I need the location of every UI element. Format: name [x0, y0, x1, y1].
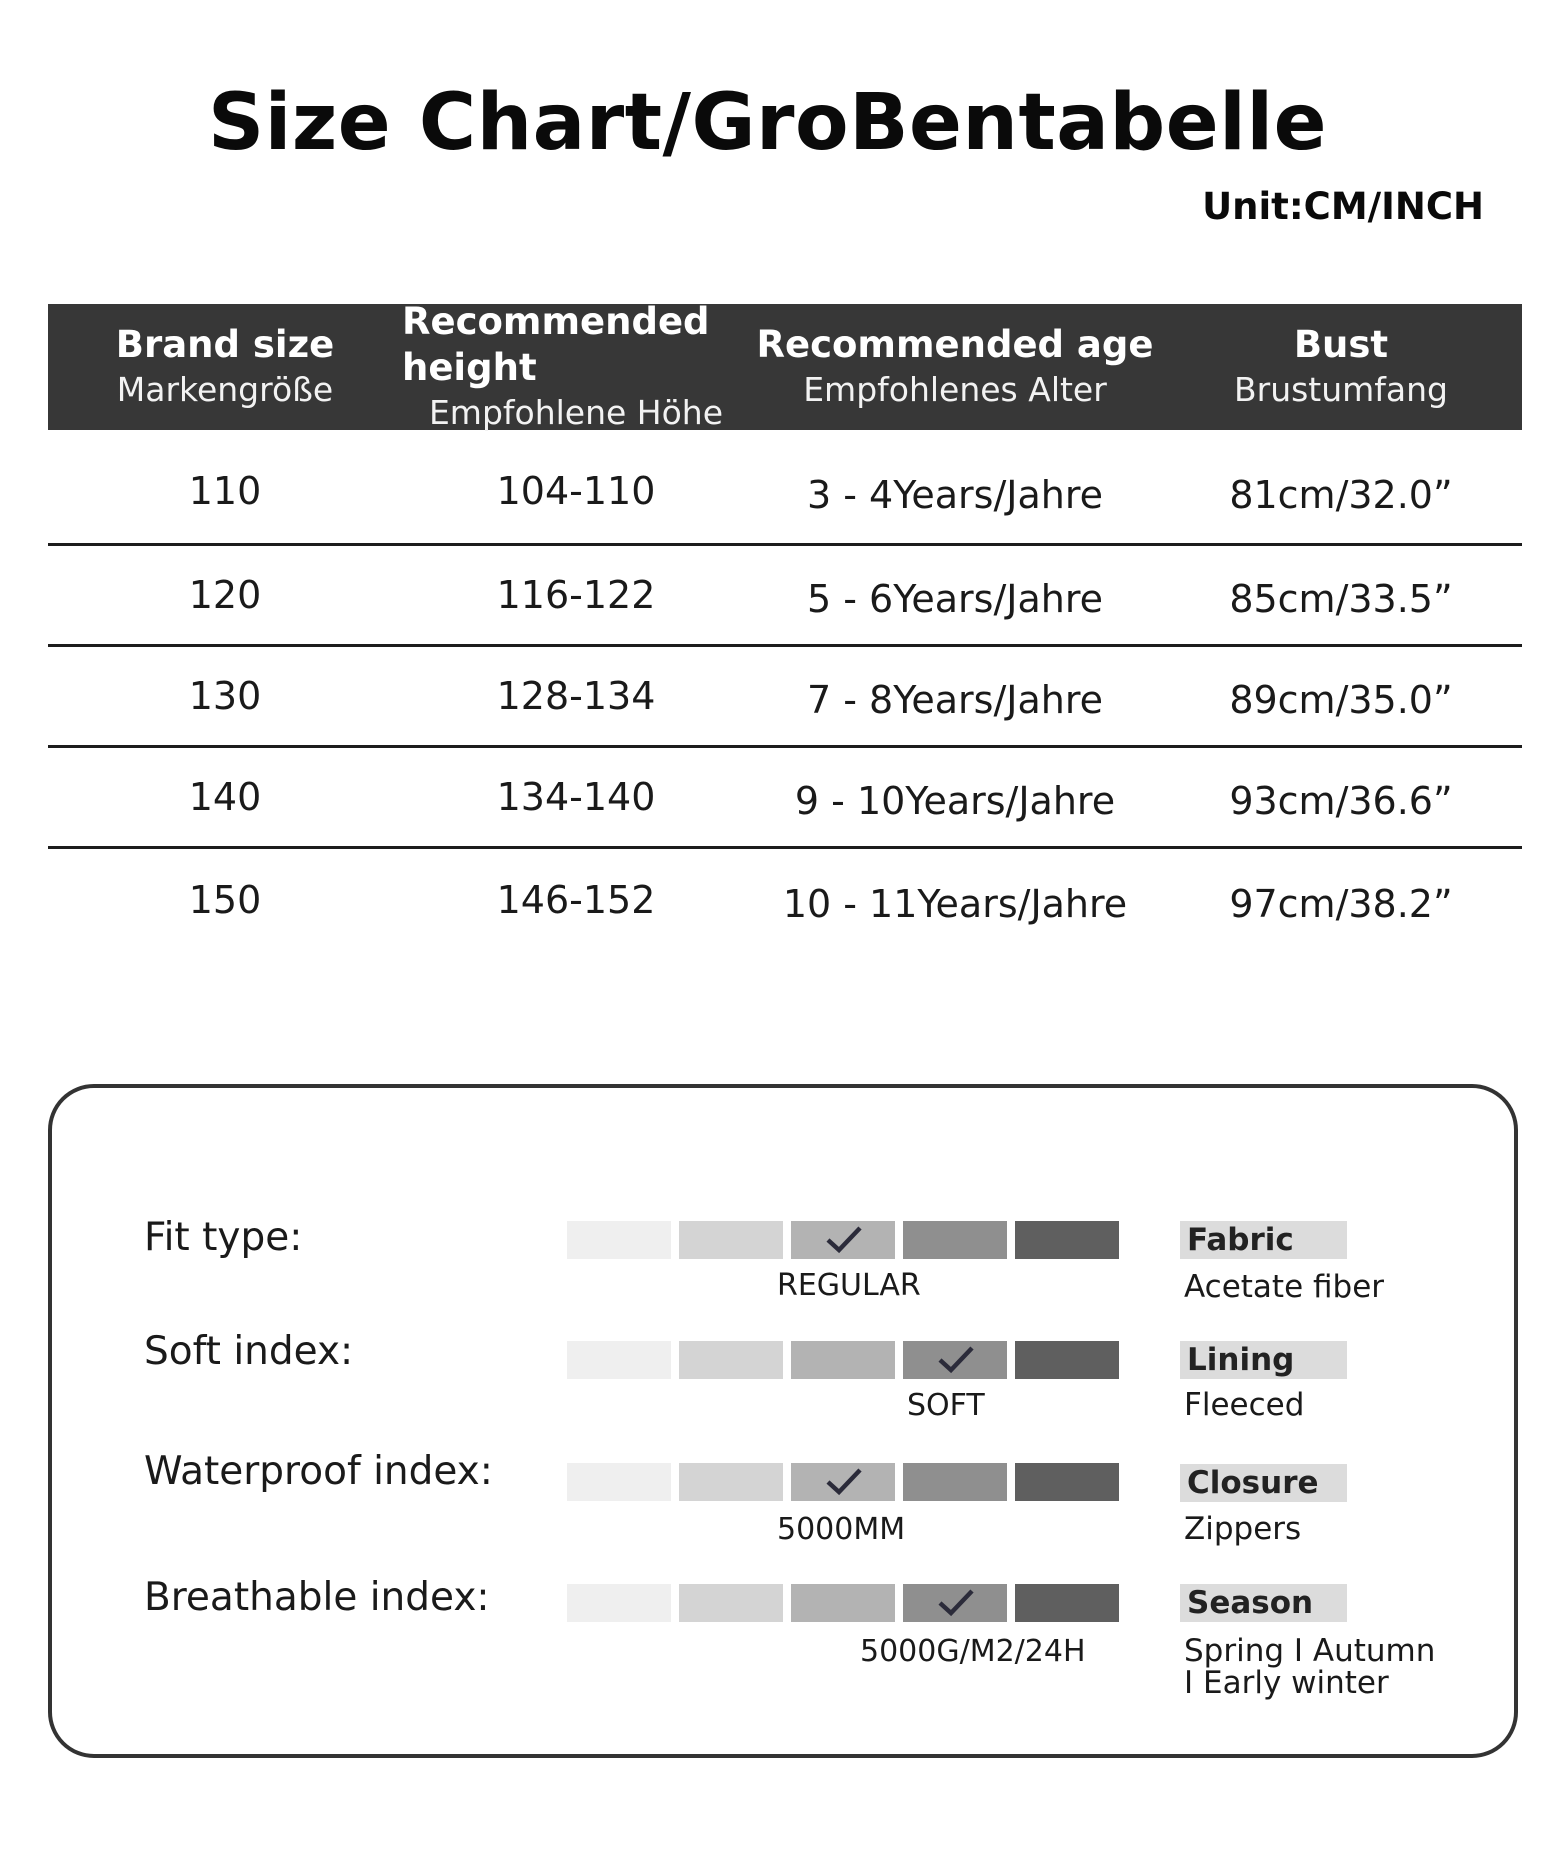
cell-age: 3 - 4Years/Jahre [806, 473, 1104, 517]
scale-segment [791, 1463, 895, 1501]
fabric-heading: Fabric [1180, 1221, 1347, 1259]
size-table [48, 300, 1522, 950]
fabric-value: Acetate fiber [1184, 1269, 1385, 1305]
closure-heading: Closure [1180, 1464, 1347, 1502]
fit-type-scale [567, 1221, 1119, 1259]
scale-segment [903, 1341, 1007, 1379]
cell-height: 146-152 [496, 877, 656, 922]
scale-segment [1015, 1463, 1119, 1501]
scale-segment [791, 1341, 895, 1379]
header-label-de: Markengröße [116, 370, 334, 409]
scale-segment [679, 1341, 783, 1379]
header-bust [1160, 304, 1522, 430]
page-title: Size Chart/GroBentabelle [207, 78, 1327, 168]
scale-segment [903, 1221, 1007, 1259]
cell-size: 110 [188, 469, 262, 513]
cell-height: 128-134 [496, 674, 656, 718]
cell-size: 150 [188, 877, 262, 922]
scale-segment [903, 1584, 1007, 1622]
breathable-index-value: 5000G/M2/24H [860, 1634, 1086, 1669]
header-recommended-height [402, 300, 750, 432]
lining-heading: Lining [1180, 1341, 1347, 1379]
cell-age: 10 - 11Years/Jahre [782, 881, 1128, 926]
cell-age: 9 - 10Years/Jahre [794, 779, 1116, 823]
cell-size: 120 [188, 573, 262, 617]
cell-height: 116-122 [496, 573, 656, 617]
checkmark-icon [825, 1225, 863, 1255]
soft-index-label: Soft index: [144, 1329, 354, 1374]
scale-segment [1015, 1221, 1119, 1259]
table-row [48, 647, 1522, 748]
header-label-en: Brand size [115, 323, 335, 366]
soft-index-scale [567, 1341, 1119, 1379]
waterproof-index-scale [567, 1463, 1119, 1501]
cell-height: 134-140 [496, 775, 656, 819]
header-label-en: Bust [1293, 323, 1389, 366]
closure-value: Zippers [1184, 1511, 1302, 1547]
unit-label: Unit:CM/INCH [1202, 185, 1484, 228]
scale-segment [679, 1584, 783, 1622]
header-label-en: Recommended height [402, 300, 710, 389]
scale-segment [567, 1341, 671, 1379]
scale-segment [679, 1221, 783, 1259]
fit-type-value: REGULAR [777, 1268, 921, 1303]
table-row [48, 546, 1522, 647]
checkmark-icon [937, 1345, 975, 1375]
waterproof-index-label: Waterproof index: [144, 1449, 493, 1494]
scale-segment [567, 1463, 671, 1501]
header-label-de: Empfohlenes Alter [803, 370, 1107, 409]
scale-segment [791, 1221, 895, 1259]
header-label-de: Empfohlene Höhe [428, 393, 724, 432]
scale-segment [1015, 1341, 1119, 1379]
checkmark-icon [825, 1467, 863, 1497]
fit-type-label: Fit type: [144, 1215, 303, 1260]
cell-age: 5 - 6Years/Jahre [806, 577, 1104, 621]
scale-segment [567, 1584, 671, 1622]
lining-value: Fleeced [1184, 1387, 1305, 1423]
table-header [48, 300, 1522, 432]
cell-bust: 81cm/32.0” [1229, 473, 1453, 517]
scale-segment [679, 1463, 783, 1501]
scale-segment [567, 1221, 671, 1259]
checkmark-icon [937, 1588, 975, 1618]
soft-index-value: SOFT [907, 1388, 985, 1423]
season-value-line2: I Early winter [1184, 1665, 1389, 1701]
cell-age: 7 - 8Years/Jahre [806, 678, 1104, 722]
header-brand-size [48, 304, 402, 430]
header-recommended-age [750, 304, 1160, 430]
season-value-line1: Spring I Autumn [1184, 1633, 1436, 1669]
cell-bust: 97cm/38.2” [1229, 881, 1453, 926]
breathable-index-scale [567, 1584, 1119, 1622]
cell-bust: 85cm/33.5” [1229, 577, 1453, 621]
table-row [48, 849, 1522, 950]
cell-bust: 93cm/36.6” [1229, 779, 1453, 823]
cell-bust: 89cm/35.0” [1229, 678, 1453, 722]
cell-size: 140 [188, 775, 262, 819]
cell-height: 104-110 [496, 469, 656, 513]
season-heading: Season [1180, 1584, 1347, 1622]
cell-size: 130 [188, 674, 262, 718]
header-label-de: Brustumfang [1233, 370, 1449, 409]
waterproof-index-value: 5000MM [777, 1512, 906, 1547]
table-row [48, 439, 1522, 546]
header-label-en: Recommended age [756, 323, 1154, 366]
scale-segment [1015, 1584, 1119, 1622]
scale-segment [903, 1463, 1007, 1501]
product-features-box [48, 1084, 1518, 1758]
breathable-index-label: Breathable index: [144, 1575, 490, 1620]
table-row [48, 748, 1522, 849]
scale-segment [791, 1584, 895, 1622]
